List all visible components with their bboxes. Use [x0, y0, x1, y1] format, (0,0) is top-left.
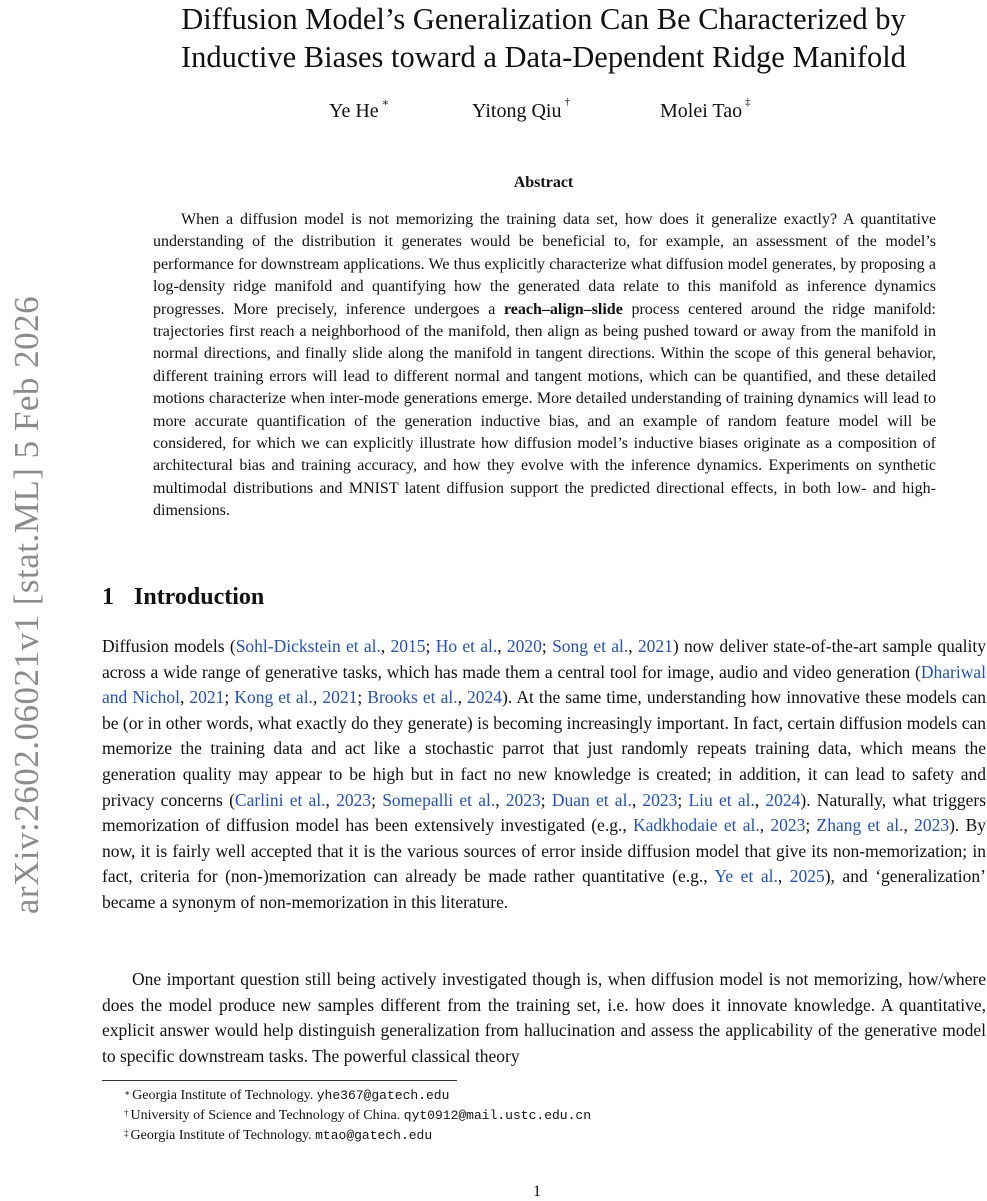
page-number: 1	[533, 1183, 541, 1200]
citation-link[interactable]: 2023	[642, 789, 678, 810]
citation-link[interactable]: 2021	[322, 687, 358, 708]
citation-link[interactable]: Ye et al.	[714, 866, 778, 887]
citation-link[interactable]: Liu et al.	[688, 789, 755, 810]
citation-link[interactable]: Duan et al.	[551, 789, 632, 810]
intro-paragraph-1: Diffusion models (Sohl-Dickstein et al., 2015; Ho et al., 2020; Song et al., 2021) now deliver state-of-the-art sample quality across a wide range of generative tasks, which has made them a central tool for image, audio and video generation (Dhariwal and Nichol, 2021; Kong et al., 2021; Brooks et al., 2024). At the same time, understanding how innovative these models can be (or in other words, what exactly do they generate) is becoming increasingly important. In fact, certain diffusion models can memorize the training data and act like a stochastic parrot that just randomly repeats training data, which means the generation quality may appear to be high but in fact no new knowledge is created; in addition, it can lead to safety and privacy concerns (Carlini et al., 2023; Somepalli et al., 2023; Duan et al., 2023; Liu et al., 2024). Naturally, what triggers memorization of diffusion model has been extensively investigated (e.g., Kadkhodaie et al., 2023; Zhang et al., 2023). By now, it is fairly well accepted that it is the various sources of error inside diffusion model that give its non-memorization; in fact, criteria for (non-)memorization can already be made rather quantitative (e.g., Ye et al., 2025), and ‘generalization’ became a synonym of non-memorization in this literature.	[102, 636, 987, 912]
footnote-divider	[102, 1080, 457, 1081]
section-heading-introduction: 1 Introduction	[102, 584, 265, 610]
citation-link[interactable]: 2023	[770, 815, 806, 836]
citation-link[interactable]: Somepalli et al.	[382, 789, 496, 810]
arxiv-identifier: arXiv:2602.06021v1 [stat.ML] 5 Feb 2026	[7, 295, 46, 915]
email-address: mtao@gatech.edu	[315, 1128, 433, 1143]
email-address: qyt0912@mail.ustc.edu.cn	[403, 1108, 591, 1123]
citation-link[interactable]: Ho et al.	[435, 636, 498, 656]
email-address: yhe367@gatech.edu	[316, 1088, 450, 1103]
abstract-body: When a diffusion model is not memorizing the training data set, how does it generalize exactly? A quantitative understanding of the distribution it generates would be beneficial to, for example, an assessment of the model’s performance for downstream applications. We thus explicitly characterize what diffusion model generates, by proposing a log-density ridge manifold and quantifying how the generated data relate to this manifold as inference dynamics progresses. More precisely, inference undergoes a reach–align–slide process centered around the ridge manifold: trajectories first reach a neighborhood of the manifold, then align as being pushed toward or away from the manifold in normal directions, and finally slide along the manifold in tangent directions. Within the scope of this general behavior, different training errors will lead to different normal and tangent motions, which can be quantified, and these detailed motions characterize when inter-mode generations emerge. More detailed understanding of training dynamics will lead to more accurate quantification of the generation inductive bias, and an example of random feature model will be considered, for which we can explicitly illustrate how diffusion model’s inductive biases originate as a composition of architectural bias and training accuracy, and how they evolve with the inference dynamics. Experiments on synthetic multimodal distributions and MNIST latent diffusion support the predicted directional effects, in both low- and high-dimensions.	[153, 211, 937, 520]
author-molei-tao: Molei Tao ‡	[660, 96, 751, 122]
citation-link[interactable]: Song et al.	[552, 636, 629, 656]
author-ye-he: Ye He ∗	[329, 97, 390, 122]
citation-link[interactable]: 2021	[637, 636, 673, 656]
citation-link[interactable]: Dhariwal and Nichol	[102, 661, 986, 708]
citation-link[interactable]: Brooks et al.	[367, 687, 458, 708]
citation-link[interactable]: 2024	[765, 789, 801, 810]
author-yitong-qiu: Yitong Qiu †	[472, 96, 570, 122]
abstract-heading: Abstract	[513, 174, 574, 191]
author-list	[300, 96, 800, 130]
arxiv-sidebar-stamp	[4, 190, 50, 1020]
citation-link[interactable]: 2024	[467, 687, 503, 708]
citation-link[interactable]: 2021	[189, 687, 225, 708]
citation-link[interactable]: Kong et al.	[234, 687, 313, 708]
title-line-1: Diffusion Model’s Generalization Can Be Characterized by	[181, 2, 906, 36]
title-line-2: Inductive Biases toward a Data-Dependent Ridge Manifold	[180, 40, 906, 74]
abstract-bold-phrase: reach–align–slide	[503, 300, 623, 318]
citation-link[interactable]: Sohl-Dickstein et al.	[235, 636, 381, 656]
intro-paragraph-2: One important question still being actively investigated though is, when diffusion model is not memorizing, how/where does the model produce new samples different from the training set, i.e. how does it innovate knowledge. A quantitative, explicit answer would help distinguish generalization from hallucination and assess the applicability of the generative model to specific downstream tasks. The powerful classical theory	[102, 969, 986, 1066]
citation-link[interactable]: 2023	[914, 815, 950, 836]
footnote-item: † University of Science and Technology of China. qyt0912@mail.ustc.edu.cn	[124, 1108, 591, 1123]
author-footnote-mark: ‡	[745, 96, 751, 108]
footnotes	[124, 1086, 591, 1146]
paper-title	[100, 0, 987, 76]
footnote-item: ∗ Georgia Institute of Technology. yhe367@gatech.edu	[124, 1088, 450, 1103]
citation-link[interactable]: 2023	[336, 789, 372, 810]
citation-link[interactable]: 2015	[390, 636, 426, 656]
citation-link[interactable]: 2023	[505, 789, 541, 810]
author-footnote-mark: †	[564, 96, 570, 108]
citation-link[interactable]: Zhang et al.	[816, 815, 904, 836]
footnote-item: ‡ Georgia Institute of Technology. mtao@gatech.edu	[124, 1128, 433, 1143]
author-footnote-mark: ∗	[381, 97, 390, 109]
citation-link[interactable]: 2025	[789, 866, 825, 887]
citation-link[interactable]: 2020	[506, 636, 542, 656]
citation-link[interactable]: Carlini et al.	[234, 789, 326, 810]
citation-link[interactable]: Kadkhodaie et al.	[632, 815, 760, 836]
